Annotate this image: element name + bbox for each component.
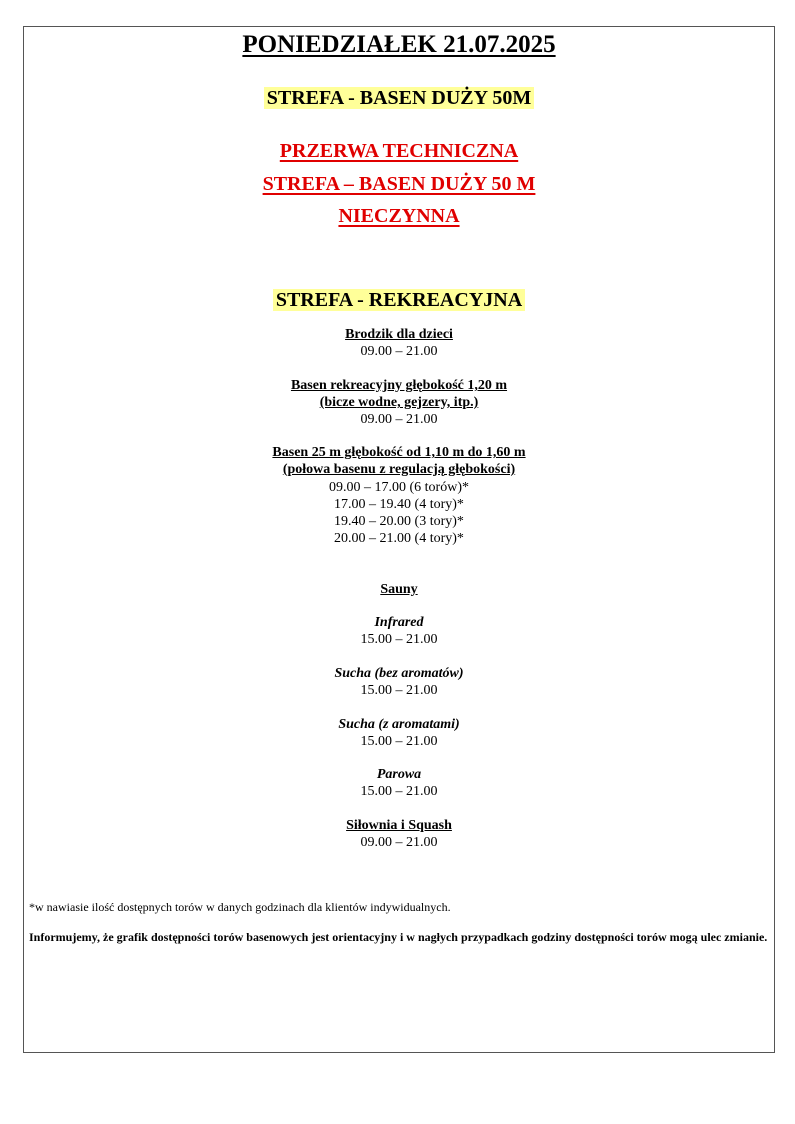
sauna-name: Sucha (bez aromatów) [334, 666, 464, 681]
sauna-hours: 15.00 – 21.00 [360, 632, 438, 647]
sauna-name: Infrared [374, 615, 424, 630]
gym-name: Siłownia i Squash [346, 818, 452, 833]
pool25-slot: 20.00 – 21.00 (4 tory)* [334, 531, 464, 546]
rec-pool-name: Basen rekreacyjny głębokość 1,20 m [290, 378, 508, 393]
sauna-name: Parowa [376, 767, 422, 782]
closure-line-3: NIECZYNNA [338, 205, 460, 227]
sauna-name: Sucha (z aromatami) [338, 717, 460, 732]
closure-line-1: PRZERWA TECHNICZNA [279, 140, 519, 162]
sauna-hours: 15.00 – 21.00 [360, 734, 438, 749]
schedule-frame [23, 26, 775, 1053]
zone-big-pool-label: STREFA - BASEN DUŻY 50M [264, 87, 534, 109]
zone-big-pool-heading [24, 87, 774, 110]
notice: Informujemy, że grafik dostępności torów basenowych jest orientacyjny i w nagłych przypadkach godziny dostępności torów mogą ulec zmianie. [29, 930, 768, 944]
zone-recreation-heading [24, 289, 774, 312]
pool25-sub: (połowa basenu z regulacją głębokości) [282, 462, 516, 477]
pool25-slot: 19.40 – 20.00 (3 tory)* [334, 514, 464, 529]
kids-pool-hours: 09.00 – 21.00 [360, 344, 438, 359]
pool25-slot: 09.00 – 17.00 (6 torów)* [329, 480, 469, 495]
closure-line-2: STREFA – BASEN DUŻY 50 M [262, 173, 536, 195]
sauna-hours: 15.00 – 21.00 [360, 784, 438, 799]
zone-recreation-label: STREFA - REKREACYJNA [273, 289, 525, 311]
pool25-name: Basen 25 m głębokość od 1,10 m do 1,60 m [272, 445, 526, 460]
sauna-hours: 15.00 – 21.00 [360, 683, 438, 698]
rec-pool-sub: (bicze wodne, gejzery, itp.) [319, 395, 479, 410]
gym-hours: 09.00 – 21.00 [360, 835, 438, 850]
rec-pool-hours: 09.00 – 21.00 [360, 412, 438, 427]
footnote: *w nawiasie ilość dostępnych torów w danych godzinach dla klientów indywidualnych. [29, 900, 451, 914]
page-title: PONIEDZIAŁEK 21.07.2025 [242, 31, 556, 58]
kids-pool-name: Brodzik dla dzieci [345, 327, 453, 342]
saunas-heading: Sauny [380, 582, 418, 597]
pool25-slot: 17.00 – 19.40 (4 tory)* [334, 497, 464, 512]
